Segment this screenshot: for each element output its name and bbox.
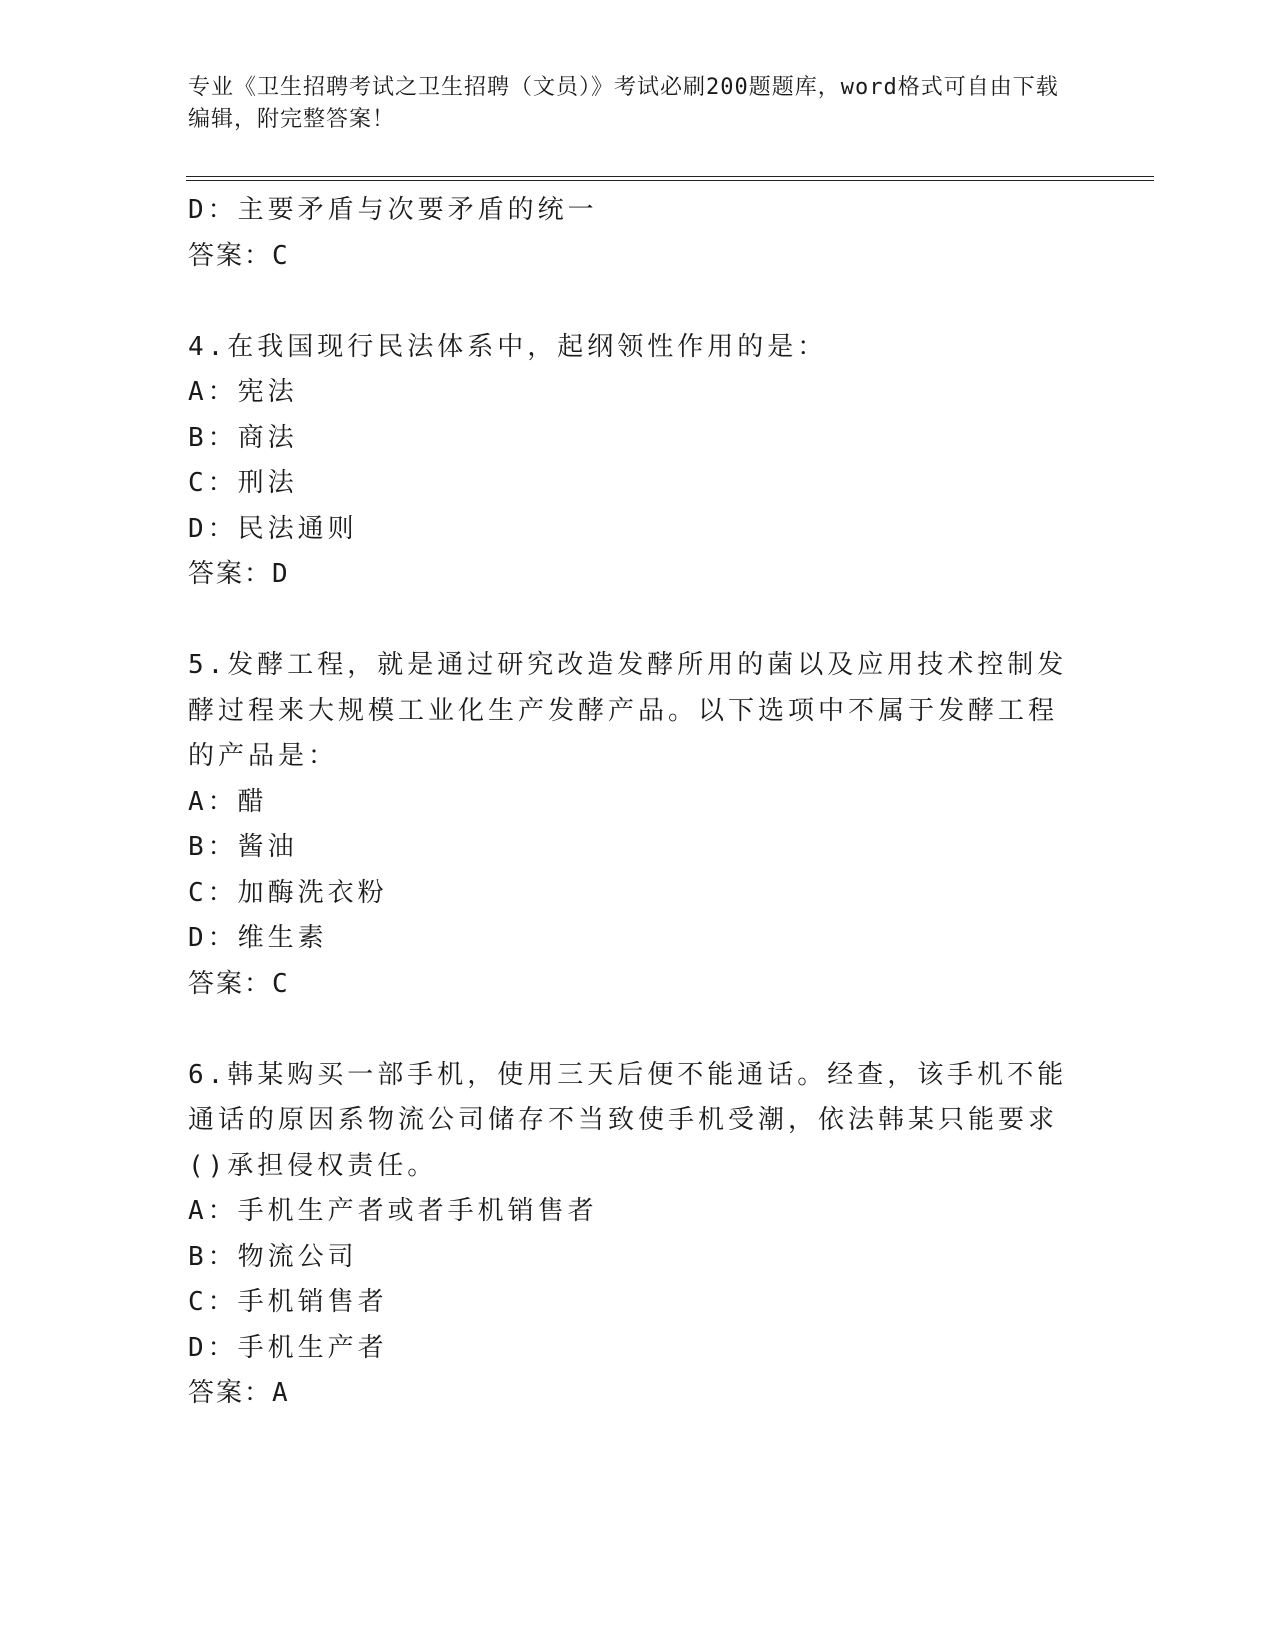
question-list [188,188,1068,1417]
option-c: C：刑法 [188,468,298,498]
document-header: 专业《卫生招聘考试之卫生招聘（文员）》考试必刷200题题库，word格式可自由下载编辑，附完整答案！ [188,75,1059,132]
option-d: D：主要矛盾与次要矛盾的统一 [188,195,598,225]
answer: 答案：D [188,559,290,589]
question-3-tail [188,188,1068,279]
answer: 答案：C [188,968,290,999]
question-5 [188,643,1068,1007]
question-text: 4.在我国现行民法体系中，起纲领性作用的是： [188,331,828,362]
answer: 答案：A [188,1378,290,1408]
option-c: C：加酶洗衣粉 [188,877,388,908]
spacer [188,279,1068,325]
option-d: D：民法通则 [188,513,358,544]
answer: 答案：C [188,240,290,271]
option-d: D：维生素 [188,923,328,953]
option-b: B：物流公司 [188,1241,358,1272]
question-4 [188,325,1068,598]
header-divider [186,176,1154,181]
question-6 [188,1053,1068,1417]
option-b: B：酱油 [188,832,298,862]
option-d: D：手机生产者 [188,1332,388,1363]
spacer [188,1007,1068,1053]
spacer [188,598,1068,644]
question-text: 6.韩某购买一部手机，使用三天后便不能通话。经查，该手机不能通话的原因系物流公司储存不当致使手机受潮，依法韩某只能要求()承担侵权责任。 [188,1059,1068,1181]
option-a: A：醋 [188,786,268,817]
option-b: B：商法 [188,422,298,453]
option-c: C：手机销售者 [188,1287,388,1317]
option-a: A：手机生产者或者手机销售者 [188,1196,598,1226]
option-a: A：宪法 [188,377,298,407]
question-text: 5.发酵工程，就是通过研究改造发酵所用的菌以及应用技术控制发酵过程来大规模工业化生产发酵产品。以下选项中不属于发酵工程的产品是： [188,650,1068,771]
